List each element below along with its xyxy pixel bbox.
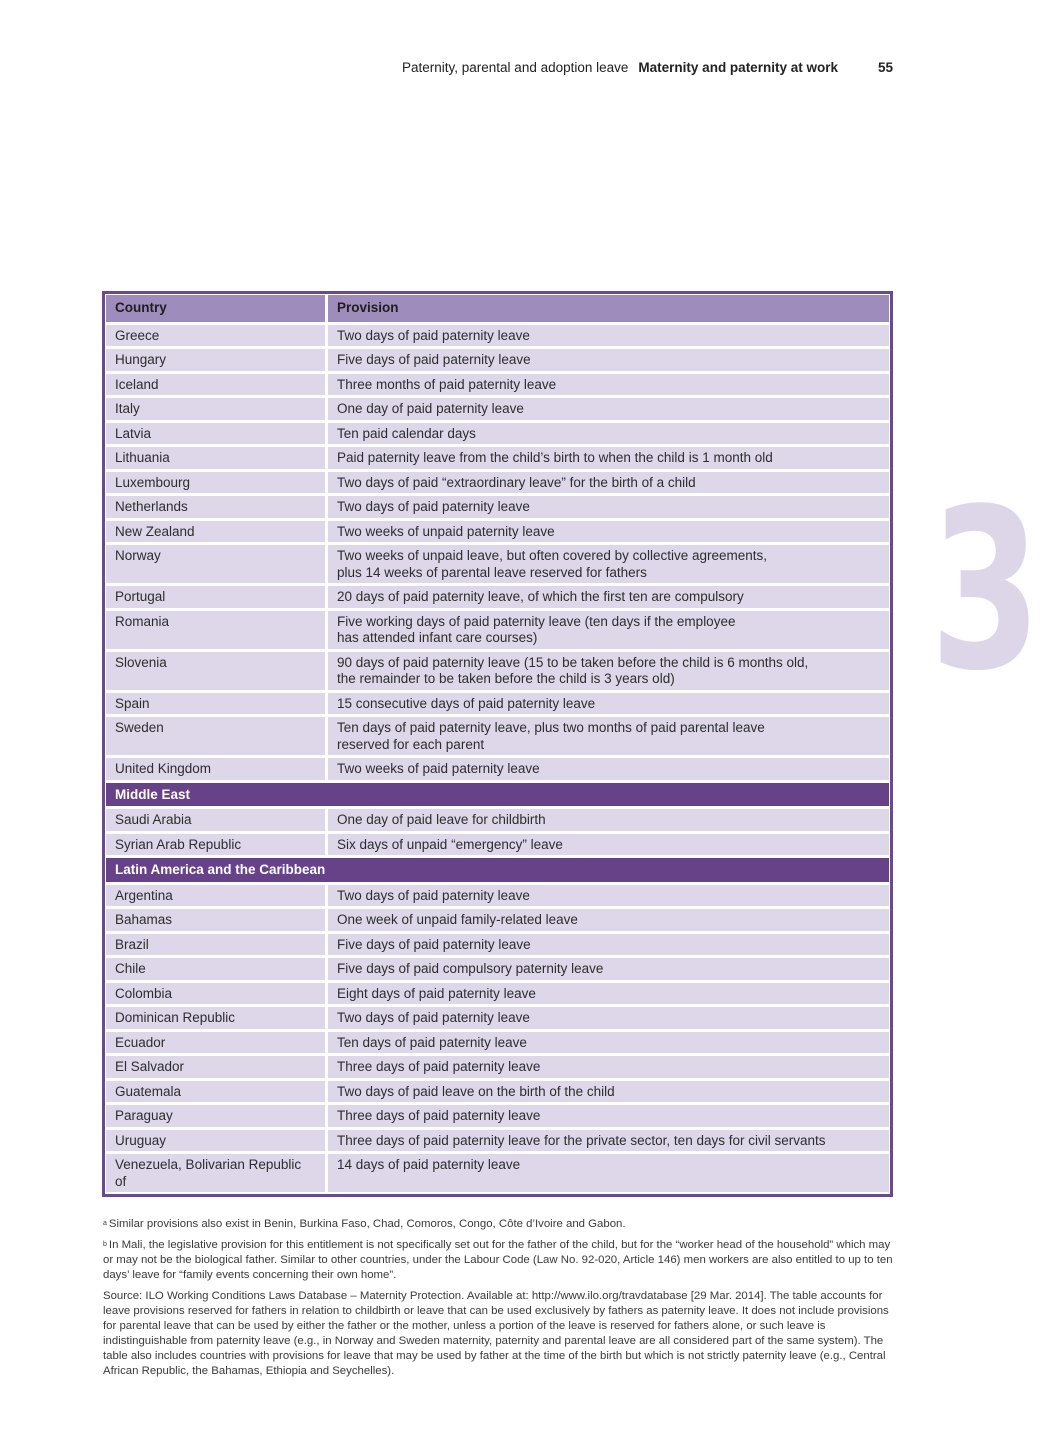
country-cell: Greece [106,325,328,347]
country-cell: Romania [106,611,328,649]
table-row [106,934,889,956]
region-row [106,783,889,807]
footnote-b-text: In Mali, the legislative provision for this entitlement is not specifically set out for the father of the child, but for the “worker head of the household” which may or may not be the biological father. Similar to other countries, under the Labour Code (Law No. 92-020, Article 146) men workers are also entitled to up to ten days’ leave for “family events concerning their own home”. [103,1239,893,1281]
table-row [106,1032,889,1054]
footnote-a-marker: a [103,1220,107,1227]
table-row [106,885,889,907]
provision-cell: Two days of paid paternity leave [328,325,889,347]
table-row [106,1007,889,1029]
country-cell: Iceland [106,374,328,396]
provision-cell: Three days of paid paternity leave [328,1056,889,1078]
country-cell: Hungary [106,349,328,371]
provision-cell: Five days of paid compulsory paternity leave [328,958,889,980]
provision-cell: Two days of paid leave on the birth of the child [328,1081,889,1103]
footnote-a [103,1217,893,1232]
source-note: Source: ILO Working Conditions Laws Database – Maternity Protection. Available at: http://www.ilo.org/travdatabase [29 Mar. 2014]. The table accounts for leave provisions reserved for fathers in relation to childbirth or leave that can be used exclusively by fathers as paternity leave. It does not include provisions for parental leave that can be used by either the father or the mother, unless a portion of the leave is reserved for fathers alone, or such leave is indistinguishable from paternity leave (e.g., in Norway and Sweden maternity, paternity and parental leave are all considered part of the same system). The table also includes countries with provisions for leave that may be used by father at the time of the birth but which is not strictly paternity leave (e.g., Central African Republic, the Bahamas, Ethiopia and Seychelles). [103,1290,889,1377]
chapter-title: Maternity and paternity at work [638,60,838,75]
table-row [106,398,889,420]
table-row [106,521,889,543]
provision-cell: Two days of paid “extraordinary leave” for the birth of a child [328,472,889,494]
provision-cell: Three days of paid paternity leave [328,1105,889,1127]
country-cell: Saudi Arabia [106,809,328,831]
table-row [106,325,889,347]
country-cell: El Salvador [106,1056,328,1078]
country-cell: Brazil [106,934,328,956]
footnote-b-marker: b [103,1241,107,1248]
table-row [106,958,889,980]
provision-cell: Eight days of paid paternity leave [328,983,889,1005]
column-header-provision: Provision [328,295,889,322]
country-cell: Uruguay [106,1130,328,1152]
country-cell: Italy [106,398,328,420]
table-row [106,447,889,469]
running-header [0,60,893,75]
country-cell: Netherlands [106,496,328,518]
provision-cell: 14 days of paid paternity leave [328,1154,889,1192]
column-header-country: Country [106,295,328,322]
provision-cell: Paid paternity leave from the child’s birth to when the child is 1 month old [328,447,889,469]
country-cell: Portugal [106,586,328,608]
provision-cell: Six days of unpaid “emergency” leave [328,834,889,856]
country-cell: Argentina [106,885,328,907]
provision-cell: 90 days of paid paternity leave (15 to be taken before the child is 6 months old, the remainder to be taken before the child is 3 years old) [328,652,889,690]
country-cell: Syrian Arab Republic [106,834,328,856]
provision-cell: Ten paid calendar days [328,423,889,445]
table-row [106,496,889,518]
country-cell: New Zealand [106,521,328,543]
page-number: 55 [877,60,893,75]
provision-cell: Ten days of paid paternity leave [328,1032,889,1054]
country-cell: Dominican Republic [106,1007,328,1029]
table-row [106,472,889,494]
provision-cell: 20 days of paid paternity leave, of which the first ten are compulsory [328,586,889,608]
table-row [106,909,889,931]
table-row [106,374,889,396]
region-label: Latin America and the Caribbean [106,858,889,882]
country-cell: Luxembourg [106,472,328,494]
table-row [106,611,889,649]
table-row [106,1130,889,1152]
table-row [106,1154,889,1192]
table-row [106,586,889,608]
table-row [106,652,889,690]
table-notes [103,1217,893,1385]
provision-cell: Two weeks of unpaid paternity leave [328,521,889,543]
provision-cell: Ten days of paid paternity leave, plus two months of paid parental leave reserved for each parent [328,717,889,755]
paternity-leave-table [102,291,893,1197]
country-cell: Venezuela, Bolivarian Republic of [106,1154,328,1192]
table-row [106,809,889,831]
table-row [106,349,889,371]
provision-cell: Five days of paid paternity leave [328,934,889,956]
country-cell: Sweden [106,717,328,755]
provision-cell: 15 consecutive days of paid paternity leave [328,693,889,715]
table-row [106,758,889,780]
region-row [106,858,889,882]
table-body [106,325,889,1193]
country-cell: Slovenia [106,652,328,690]
footnote-b [103,1238,893,1283]
region-label: Middle East [106,783,889,807]
table-row [106,693,889,715]
provision-cell: Two days of paid paternity leave [328,1007,889,1029]
section-title: Paternity, parental and adoption leave [402,60,629,75]
provision-cell: Five days of paid paternity leave [328,349,889,371]
provision-cell: Two weeks of unpaid leave, but often covered by collective agreements, plus 14 weeks of parental leave reserved for fathers [328,545,889,583]
provision-cell: Three days of paid paternity leave for the private sector, ten days for civil servants [328,1130,889,1152]
table-row [106,717,889,755]
table-row [106,983,889,1005]
provision-cell: One week of unpaid family-related leave [328,909,889,931]
provision-cell: Two weeks of paid paternity leave [328,758,889,780]
provision-cell: One day of paid paternity leave [328,398,889,420]
country-cell: Paraguay [106,1105,328,1127]
provision-cell: Five working days of paid paternity leave (ten days if the employee has attended infant care courses) [328,611,889,649]
country-cell: Spain [106,693,328,715]
table-header-row [106,295,889,322]
table-row [106,834,889,856]
country-cell: Colombia [106,983,328,1005]
provision-cell: Two days of paid paternity leave [328,885,889,907]
country-cell: Norway [106,545,328,583]
table-row [106,1105,889,1127]
country-cell: Guatemala [106,1081,328,1103]
country-cell: Bahamas [106,909,328,931]
table-row [106,1056,889,1078]
country-cell: United Kingdom [106,758,328,780]
chapter-number: 3 [930,462,1041,720]
country-cell: Lithuania [106,447,328,469]
country-cell: Latvia [106,423,328,445]
footnote-a-text: Similar provisions also exist in Benin, Burkina Faso, Chad, Comoros, Congo, Côte d’Ivoire and Gabon. [108,1218,626,1230]
table-row [106,1081,889,1103]
provision-cell: Two days of paid paternity leave [328,496,889,518]
country-cell: Ecuador [106,1032,328,1054]
provision-cell: Three months of paid paternity leave [328,374,889,396]
table-row [106,545,889,583]
country-cell: Chile [106,958,328,980]
table-row [106,423,889,445]
provision-cell: One day of paid leave for childbirth [328,809,889,831]
provisions-table [106,292,889,1195]
